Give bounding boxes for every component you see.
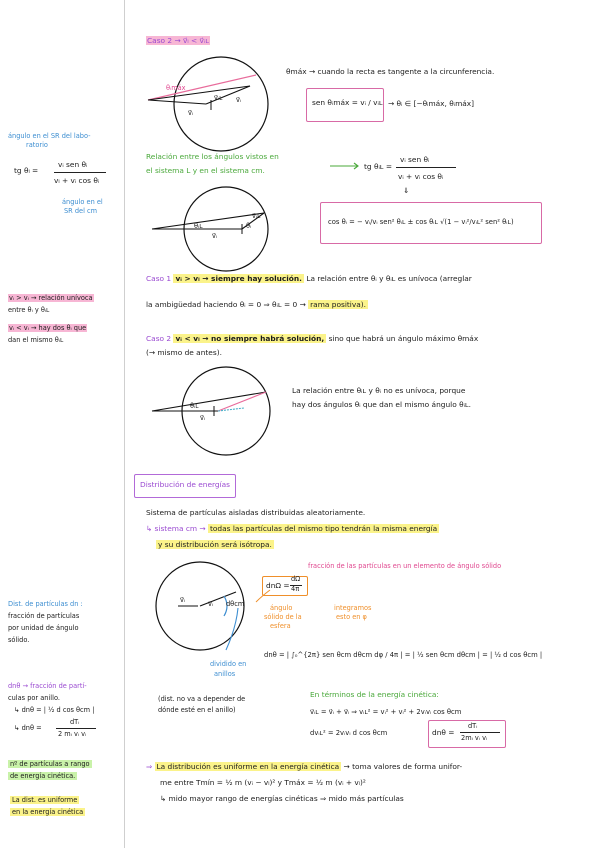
energy-boxed-bar <box>460 732 500 733</box>
case2b-line-2: (→ mismo de antes). <box>146 348 222 357</box>
label-ti-2: θᵢ <box>246 222 252 230</box>
lab-angle-label-1: ángulo en el SR del labo- <box>8 132 91 140</box>
sym-label-2: esto en φ <box>336 613 367 621</box>
ring-label-2: anillos <box>214 670 236 678</box>
lab-angle-label-2: ratorio <box>26 141 48 149</box>
margin-note-6a: La dist. es uniforme <box>12 796 78 804</box>
margin-note-5b: de energía cinética. <box>10 772 76 780</box>
conclusion-line-2: me entre Tmín = ½ m (vᵢ − vₗ)² y Tmáx = ½ m (vᵢ + vₗ)² <box>160 778 366 787</box>
margin-note-4-bar <box>56 728 96 729</box>
lab-angle-den: vₗ + vᵢ cos θᵢ <box>54 176 100 185</box>
case2-label: Caso 2 → v⃗ₗ < v⃗ᵢʟ <box>147 36 209 45</box>
margin-note-3a: Dist. de partículas dn : <box>8 600 83 608</box>
case1-line2a: la ambigüedad haciendo θᵢ = 0 ⇒ θᵢʟ = 0 → <box>146 300 306 309</box>
relation-boxed-formula: cos θᵢ = − vᵢ/vᵢ sen² θᵢʟ ± cos θᵢʟ √(1 − vᵢ²/vᵢʟ² sen² θᵢʟ) <box>328 218 514 226</box>
nonunique-line-1: La relación entre θᵢʟ y θᵢ no es unívoca, porque <box>292 386 466 395</box>
margin-note-4b: culas por anillo. <box>8 694 60 702</box>
lab-angle-num: vᵢ sen θᵢ <box>58 160 88 169</box>
energy-boxed-lhs: dnθ = <box>432 728 455 737</box>
dist-note-1: (dist. no va a depender de <box>158 695 246 703</box>
label-til-3: θᵢʟ <box>190 402 199 410</box>
label-vcm-1: v⃗ᵢ <box>236 96 242 104</box>
conclusion-highlight: La distribución es uniforme en la energía cinética <box>156 762 340 771</box>
distribution-title: Distribución de energías <box>140 480 231 489</box>
label-vil-2: v⃗ᵢʟ <box>252 212 261 220</box>
case1-rest: La relación entre θᵢ y θᵢʟ es unívoca (arreglar <box>306 274 472 283</box>
margin-note-2a: vᵢ < vₗ → hay dos θᵢ que <box>9 324 87 332</box>
conclusion-line-3: ↳ mido mayor rango de energías cinéticas ⇒ mido más partículas <box>160 794 404 803</box>
label-til-2: θᵢʟ <box>194 222 203 230</box>
ring-label-1: dividido en <box>210 660 247 668</box>
conclusion-line-1: ⇒ La distribución es uniforme en la energía cinética → toma valores de forma unifor- <box>146 762 463 771</box>
dn-box-lhs: dnΩ = <box>266 581 290 590</box>
theta-max-formula: sen θᵢmáx = vᵢ / vᵢʟ <box>312 98 383 107</box>
margin-note-4a: dnθ → fracción de partí- <box>8 682 87 690</box>
case2b-highlight: vᵢ < vₗ → no siempre habrá solución, <box>175 334 325 343</box>
margin-note-3b: fracción de partículas <box>8 612 80 620</box>
dist-line2b: todas las partículas del mismo tipo tendrán la misma energía <box>209 524 438 533</box>
dist-note-2: dónde esté en el anillo) <box>158 706 236 714</box>
label-dtheta: dθcm <box>226 600 245 608</box>
margin-note-6b: en la energía cinética <box>12 808 84 816</box>
frac-label: fracción de las partículas en un elemento de ángulo sólido <box>308 562 502 570</box>
relation-lhs: tg θᵢʟ = <box>364 162 393 171</box>
theta-max-line: θmáx → cuando la recta es tangente a la circunferencia. <box>286 67 495 76</box>
cm-angle-label-1: ángulo en el <box>62 198 103 206</box>
energy-eq-1: v⃗ᵢʟ = v⃗ᵢ + v⃗ₗ ⇒ vᵢʟ² = vᵢ² + vₗ² + 2vᵢvₗ cos θcm <box>310 708 462 716</box>
margin-note-4e: dTᵢ <box>70 718 80 726</box>
relation-line-1: Relación entre los ángulos vistos en <box>146 152 279 161</box>
dn-frac-den: 4π <box>291 585 300 593</box>
energy-eq-2: dvᵢʟ² = 2vᵢvₗ d cos θcm <box>310 729 388 737</box>
margin-note-5a: nº de partículas a rango <box>10 760 90 768</box>
label-tmax: θᵢmáx <box>166 84 186 92</box>
dist-line-1: Sistema de partículas aisladas distribuidas aleatoriamente. <box>146 508 366 517</box>
theta-max-range: → θᵢ ∈ [−θᵢmáx, θᵢmáx] <box>388 99 475 108</box>
relation-down-arrow: ⇓ <box>403 186 410 195</box>
cm-angle-label-2: SR del cm <box>64 207 98 215</box>
relation-line-2: el sistema L y en el sistema cm. <box>146 166 265 175</box>
case2b-prefix: Caso 2 <box>146 334 172 343</box>
label-vl-3: v⃗ₗ <box>200 414 205 422</box>
margin-note-1b: entre θᵢ y θᵢʟ <box>8 306 50 314</box>
margin-note-4c: ↳ dnθ = | ½ d cos θcm | <box>14 706 95 714</box>
label-vi-4: v⃗ᵢ <box>208 600 214 608</box>
margin-note-3d: sólido. <box>8 636 30 644</box>
margin-note-4f: 2 mᵢ vᵢ vₗ <box>58 730 87 738</box>
margin-note-2b: dan el mismo θᵢʟ <box>8 336 64 344</box>
solid-label-3: esfera <box>270 622 291 630</box>
lab-angle-lhs: tg θₗ = <box>14 166 39 175</box>
label-vl-4: v⃗ₗ <box>180 596 185 604</box>
case1-prefix: Caso 1 <box>146 274 172 283</box>
nonunique-line-2: hay dos ángulos θᵢ que dan el mismo ángulo θᵢʟ. <box>292 400 472 409</box>
energy-title: En términos de la energía cinética: <box>310 690 439 699</box>
label-vl-2: v⃗ₗ <box>212 232 217 240</box>
solid-label-1: ángulo <box>270 604 293 612</box>
dntheta-equation: dnθ = | ∫₀^{2π} sen θcm dθcm dφ / 4π | = | ½ sen θcm dθcm | = | ½ d cos θcm | <box>264 651 543 659</box>
sym-label-1: integramos <box>334 604 372 612</box>
margin-note-3c: por unidad de ángulo <box>8 624 79 632</box>
case2b-rest: sino que habrá un ángulo máximo θmáx <box>328 334 479 343</box>
case1-highlight: vᵢ > vₗ → siempre hay solución. <box>175 274 302 283</box>
energy-boxed-den: 2mᵢ vᵢ vₗ <box>461 734 488 742</box>
dn-frac-num: dΩ <box>291 575 301 583</box>
margin-note-1a: vᵢ > vₗ → relación unívoca <box>9 294 93 302</box>
dist-line2a: ↳ sistema cm → <box>146 524 206 533</box>
margin-note-4d: ↳ dnθ = <box>14 724 42 732</box>
relation-num: vᵢ sen θᵢ <box>400 155 430 164</box>
label-vl-1: v⃗ₗ <box>188 109 193 117</box>
conclusion-rest: → toma valores de forma unifor- <box>343 762 463 771</box>
energy-boxed-num: dTᵢ <box>468 722 478 730</box>
solid-label-2: sólido de la <box>264 613 302 621</box>
label-vil-1: v⃗ᵢʟ <box>214 94 223 102</box>
case1-line2b: rama positiva). <box>310 300 366 309</box>
relation-den: vᵢ + vᵢ cos θᵢ <box>398 172 444 181</box>
dist-line-3: y su distribución será isótropa. <box>158 540 272 549</box>
